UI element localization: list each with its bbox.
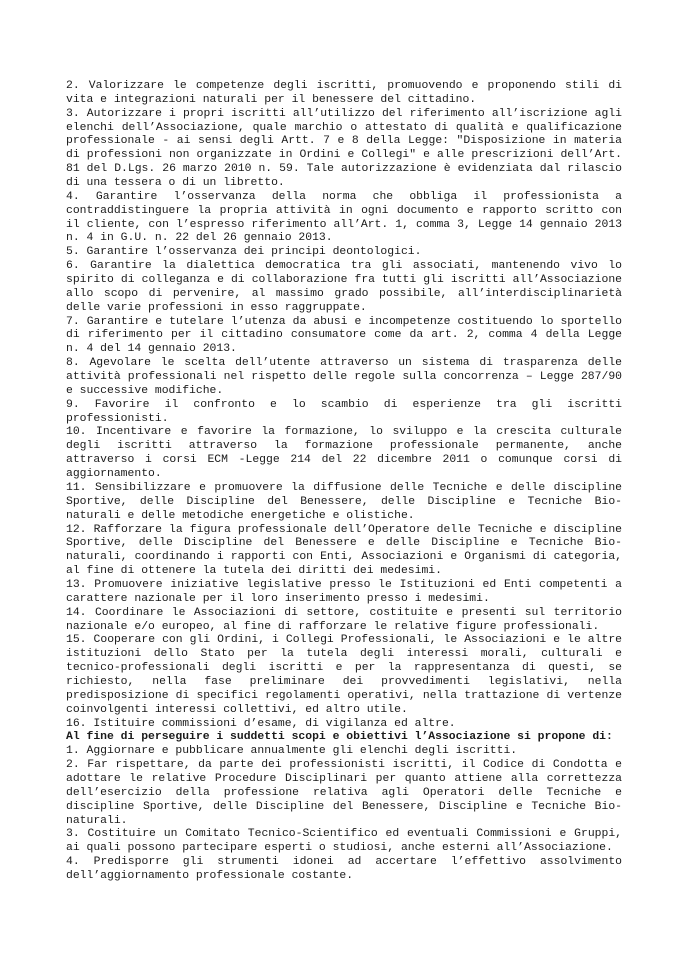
paragraph-item-3: 3. Autorizzare i propri iscritti all’utilizzo del riferimento all’iscrizione agli elenchi dell’Associazione, quale marchio o attestato di qualità e qualificazione professionale - ai sensi degli Artt. 7 e 8 della Legge: "Disposizione in materia di professioni non organizzate in Ordini e Collegi" e alle prescrizioni dell’Art. 81 del D.Lgs. 26 marzo 2010 n. 59. Tale autorizzazione è evidenziata dal rilascio di una tessera o di un libretto. [66,107,622,190]
paragraph-item-16: 16. Istituire commissioni d’esame, di vigilanza ed altre. [66,717,456,730]
section-heading: Al fine di perseguire i suddetti scopi e obiettivi l’Associazione si propone di: [66,731,613,744]
paragraph-item-12: 12. Rafforzare la figura professionale dell’Operatore delle Tecniche e discipline Sportive, delle Discipline del Benessere e delle Discipline e Tecniche Bio-naturali, coordinando i rapporti con Enti, Associazioni e Organismi di categoria, al fine di ottenere la tutela dei diritti dei medesimi. [66,523,622,578]
paragraph-item-11: 11. Sensibilizzare e promuovere la diffusione delle Tecniche e delle discipline Sportive, delle Discipline del Benessere, delle Discipline e Tecniche Bio-naturali e delle metodiche energetiche e olistiche. [66,481,622,522]
paragraph-item-6: 6. Garantire la dialettica democratica tra gli associati, mantenendo vivo lo spirito di colleganza e di collaborazione fra tutti gli iscritti all’Associazione allo scopo di pervenire, al massimo grado possibile, all’interdisciplinarietà delle varie professioni in esso raggruppate. [66,260,622,314]
purpose-item-2: 2. Far rispettare, da parte dei professionisti iscritti, il Codice di Condotta e adottare le relative Procedure Disciplinari per quanto attiene alla correttezza dell’esercizio della professione relativa agli Operatori delle Tecniche e discipline Sportive, delle Discipline del Benessere, Discipline e Tecniche Bio-naturali. [66,759,622,827]
purpose-item-1: 1. Aggiornare e pubblicare annualmente gli elenchi degli iscritti. [66,745,518,758]
purpose-item-4: 4. Predisporre gli strumenti idonei ad accertare l’effettivo assolvimento dell’aggiornamento professionale costante. [66,856,622,882]
paragraph-item-4: 4. Garantire l’osservanza della norma che obbliga il professionista a contraddistinguere la propria attività in ogni documento e rapporto scritto con il cliente, con l’espresso riferimento all’Art. 1, comma 3, Legge 14 gennaio 2013 n. 4 in G.U. n. 22 del 26 gennaio 2013. [66,190,622,245]
paragraph-item-8: 8. Agevolare le scelta dell’utente attraverso un sistema di trasparenza delle attività professionali nel rispetto delle regole sulla concorrenza – Legge 287/90 e successive modifiche. [66,357,622,397]
paragraph-item-13: 13. Promuovere iniziative legislative presso le Istituzioni ed Enti competenti a carattere nazionale per il loro inserimento presso i medesimi. [66,578,622,605]
paragraph-item-7: 7. Garantire e tutelare l’utenza da abusi e incompetenze costituendo lo sportello di riferimento per il cittadino consumatore come da art. 2, comma 4 della Legge n. 4 del 14 gennaio 2013. [66,315,622,356]
paragraph-item-2: 2. Valorizzare le competenze degli iscritti, promuovendo e proponendo stili di vita e integrazioni naturali per il benessere del cittadino. [66,80,622,106]
paragraph-item-14: 14. Coordinare le Associazioni di settore, costituite e presenti sul territorio nazionale e/o europeo, al fine di rafforzare le relative figure professionali. [66,606,622,633]
purpose-item-3: 3. Costituire un Comitato Tecnico-Scientifico ed eventuali Commissioni e Gruppi, ai quali possono partecipare esperti o studiosi, anche esterni all’Associazione. [66,828,622,855]
document-page [66,80,622,884]
paragraph-item-9: 9. Favorire il confronto e lo scambio di esperienze tra gli iscritti professionisti. [66,398,622,425]
paragraph-item-5: 5. Garantire l’osservanza dei principi deontologici. [66,246,422,259]
paragraph-item-15: 15. Cooperare con gli Ordini, i Collegi Professionali, le Associazioni e le altre istituzioni dello Stato per la tutela degli interessi morali, culturali e tecnico-professionali degli iscritti e per la rappresentanza di questi, se richiesto, nella fase preliminare dei provvedimenti legislativi, nella predisposizione di specifici regolamenti operativi, nella trattazione di vertenze coinvolgenti interessi collettivi, ed altro utile. [66,634,622,716]
paragraph-item-10: 10. Incentivare e favorire la formazione, lo sviluppo e la crescita culturale degli iscritti attraverso la formazione professionale permanente, anche attraverso i corsi ECM -Legge 214 del 22 dicembre 2011 o comunque corsi di aggiornamento. [66,426,622,481]
